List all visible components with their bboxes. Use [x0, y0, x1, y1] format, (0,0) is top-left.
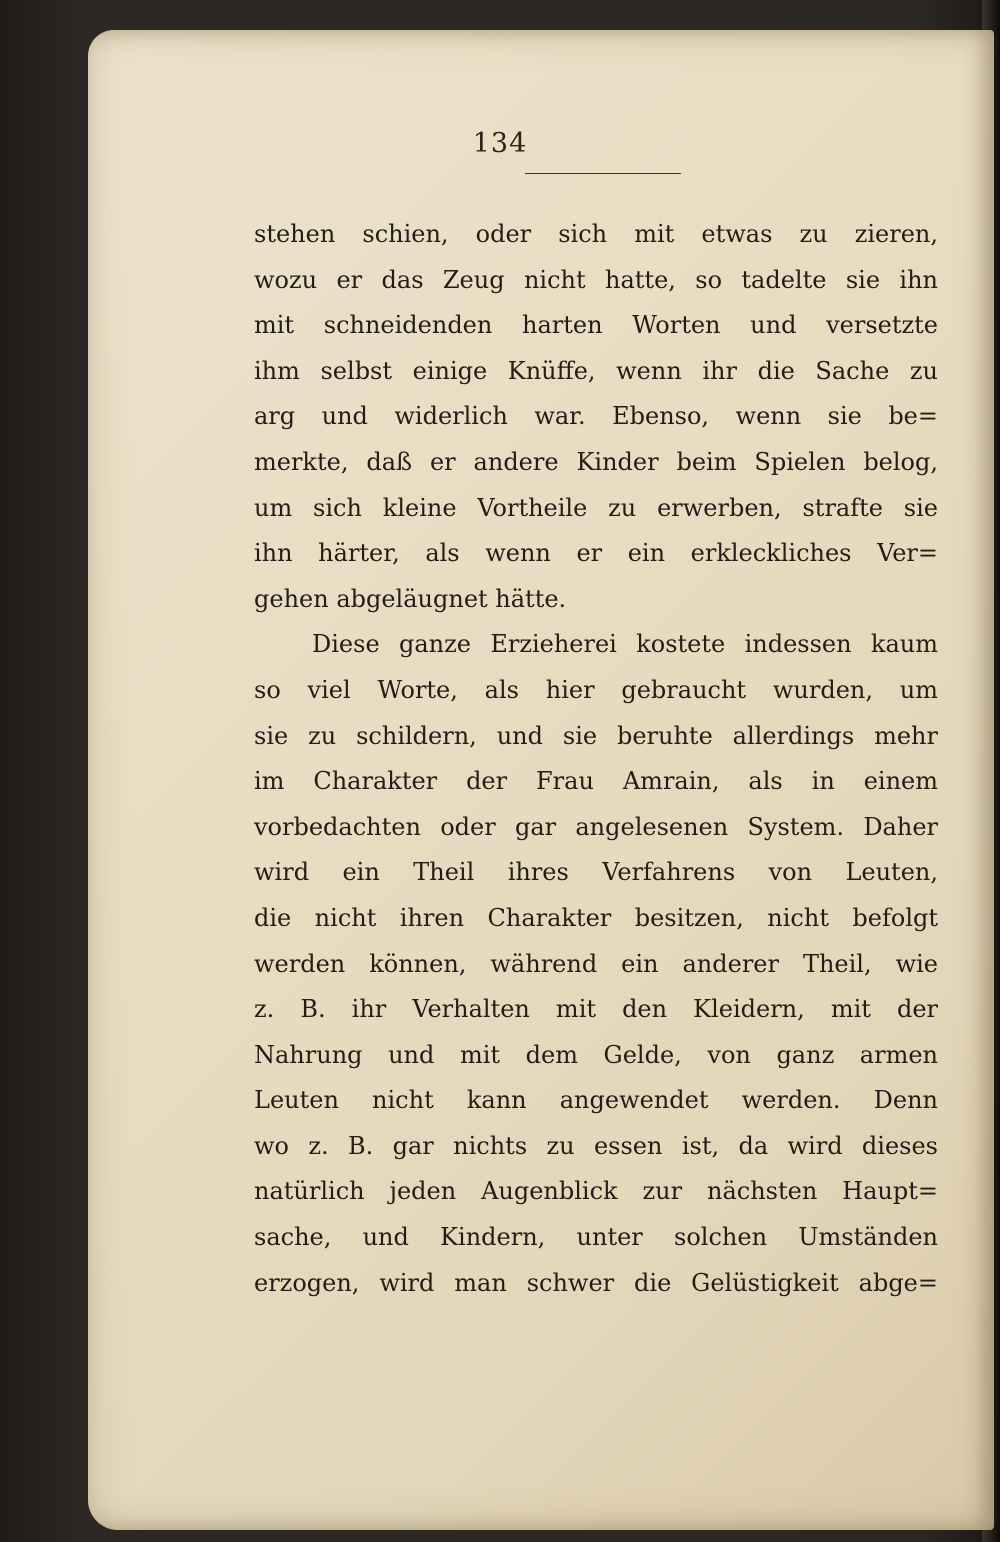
text-line: natürlich jeden Augenblick zur nächsten Haupt= — [254, 1177, 938, 1206]
body-text — [254, 212, 938, 1306]
text-line: werden können, während ein anderer Theil, wie — [254, 949, 938, 978]
text-line: stehen schien, oder sich mit etwas zu zieren, — [254, 220, 938, 248]
text-line: arg und widerlich war. Ebenso, wenn sie be= — [254, 402, 938, 431]
page-number: 134 — [472, 128, 528, 159]
text-line: merkte, daß er andere Kinder beim Spielen belog, — [254, 447, 938, 476]
text-line: ihn härter, als wenn er ein erkleckliches Ver= — [254, 539, 938, 568]
text-line: sie zu schildern, und sie beruhte allerdings mehr — [254, 721, 938, 750]
text-line: vorbedachten oder gar angelesenen System. Daher — [254, 812, 938, 841]
text-line: im Charakter der Frau Amrain, als in einem — [254, 767, 938, 796]
text-line: wird ein Theil ihres Verfahrens von Leuten, — [254, 858, 938, 887]
text-line: z. B. ihr Verhalten mit den Kleidern, mit der — [254, 995, 938, 1024]
text-line: die nicht ihren Charakter besitzen, nicht befolgt — [254, 903, 938, 932]
text-line: so viel Worte, als hier gebraucht wurden, um — [254, 675, 938, 704]
text-line: sache, und Kindern, unter solchen Umständen — [254, 1223, 938, 1252]
text-line: Leuten nicht kann angewendet werden. Denn — [254, 1086, 938, 1115]
text-line: erzogen, wird man schwer die Gelüstigkeit abge= — [254, 1268, 938, 1297]
text-line: wo z. B. gar nichts zu essen ist, da wird dieses — [254, 1131, 938, 1160]
text-line: ihm selbst einige Knüffe, wenn ihr die Sache zu — [254, 356, 938, 385]
text-line: Nahrung und mit dem Gelde, von ganz armen — [254, 1040, 938, 1069]
header-rule — [525, 173, 681, 174]
text-line: wozu er das Zeug nicht hatte, so tadelte sie ihn — [254, 265, 938, 294]
text-line: um sich kleine Vortheile zu erwerben, strafte sie — [254, 493, 938, 522]
text-line: mit schneidenden harten Worten und versetzte — [254, 311, 938, 340]
text-line: Diese ganze Erzieherei kostete indessen kaum — [312, 630, 938, 659]
text-line: gehen abgeläugnet hätte. — [254, 584, 567, 613]
